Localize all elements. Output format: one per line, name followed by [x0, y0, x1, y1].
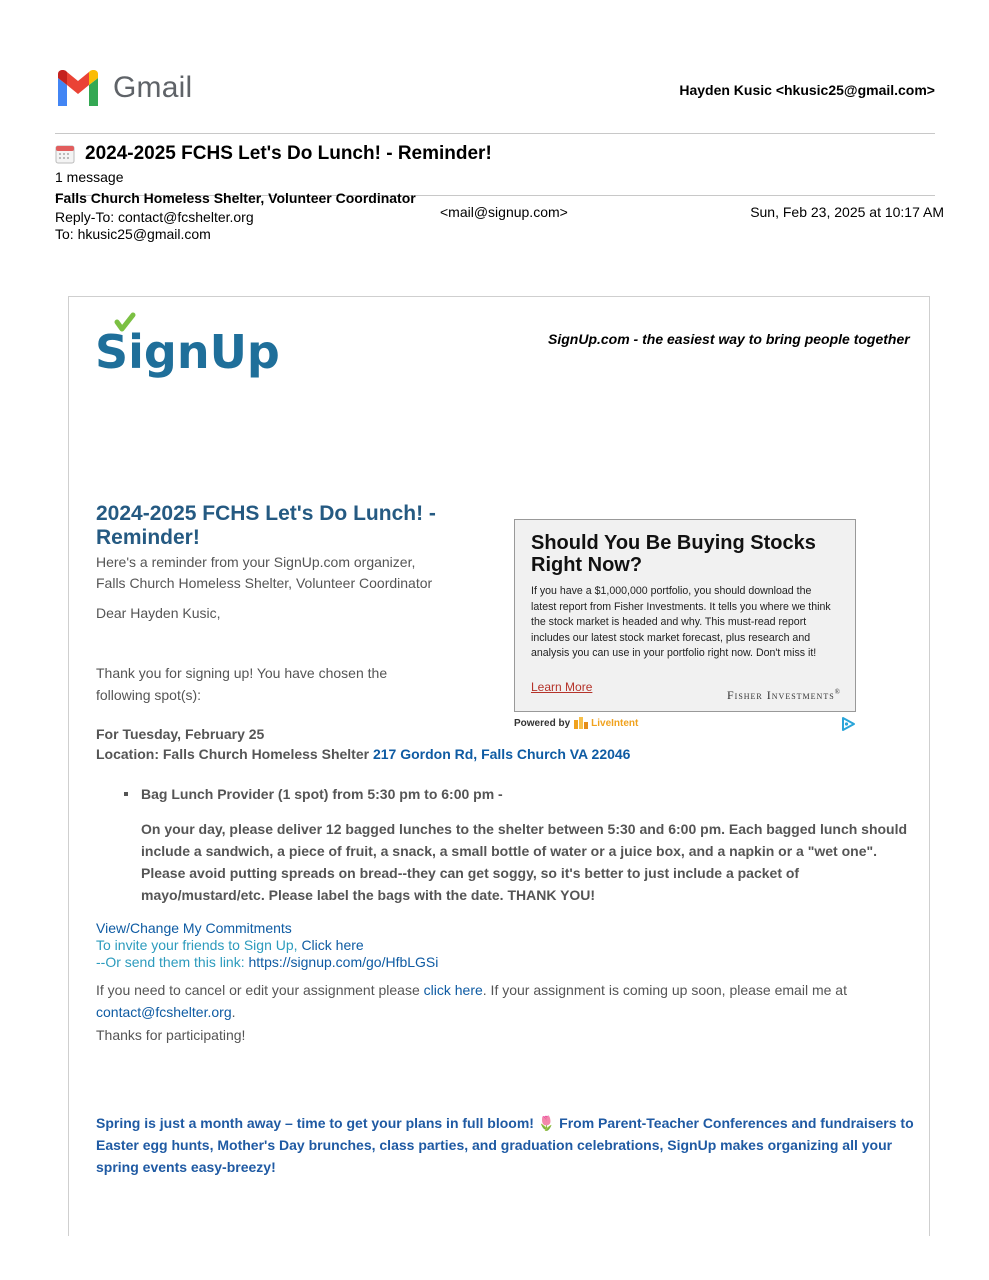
ad-brand-name: Fisher Investments — [726, 688, 835, 702]
greeting: Dear Hayden Kusic, — [96, 605, 221, 621]
powered-by-label: Powered by — [514, 717, 571, 729]
subject-row — [55, 143, 492, 165]
bullet — [124, 792, 130, 798]
gmail-logo — [55, 70, 192, 106]
signup-logo — [95, 312, 280, 385]
date-line: For Tuesday, February 25 — [96, 726, 265, 742]
location-line — [96, 744, 630, 764]
contact-line — [96, 1001, 236, 1023]
location-label: Location: Falls Church Homeless Shelter — [96, 746, 373, 762]
ad-body: If you have a $1,000,000 portfolio, you should download the latest report from Fisher Investments. It tells you where we think the stock market is headed and why. This must-read report includes our latest stock market forecast, plus research and analysis you can use in your portfolio right now. Don't miss it! — [531, 585, 831, 659]
spot-description: On your day, please deliver 12 bagged lunches to the shelter between 5:30 and 6:00 pm. Each bagged lunch should include a sandwich, a piece of fruit, a snack, a small bottle of water or a juice box, and a napkin or a "wet one". Please avoid putting spreads on bread--they can get soggy, so it's better to just include a packet of mayo/mustard/etc. Please label the bags with the date. THANK YOU! — [141, 821, 908, 903]
gmail-brand: Gmail — [113, 71, 193, 104]
cancel-line — [96, 979, 916, 1001]
cancel-text2: . If your assignment is coming up soon, please email me at — [482, 982, 847, 998]
reply-to: Reply-To: contact@fcshelter.org — [55, 209, 254, 225]
email-subject: 2024-2025 FCHS Let's Do Lunch! - Reminder! — [85, 143, 492, 164]
spot-title: Bag Lunch Provider (1 spot) from 5:30 pm to 6:00 pm - — [141, 786, 503, 802]
thanks-line1: Thank you for signing up! You have chosen the — [96, 665, 388, 681]
account-email: Hayden Kusic <hkusic25@gmail.com> — [679, 82, 935, 98]
recipient: To: hkusic25@gmail.com — [55, 226, 211, 242]
signup-logo-text: SignUp — [95, 325, 280, 379]
ad-banner[interactable] — [514, 519, 856, 712]
reminder-line1: Here's a reminder from your SignUp.com organizer, — [96, 554, 416, 570]
signup-tagline: SignUp.com - the easiest way to bring people together — [548, 331, 910, 347]
sender-name: Falls Church Homeless Shelter, Volunteer Coordinator — [55, 190, 416, 206]
ad-brand-mark: ® — [834, 688, 841, 696]
sender-email: <mail@signup.com> — [440, 204, 568, 220]
send-link-text: --Or send them this link: — [96, 954, 249, 970]
invite-text: To invite your friends to Sign Up, — [96, 937, 302, 953]
contact-email-link[interactable]: contact@fcshelter.org — [96, 1004, 232, 1020]
ad-brand — [727, 688, 841, 703]
spring-promo: Spring is just a month away – time to get your plans in full bloom! 🌷 From Parent-Teacher Conferences and fundraisers to Easter egg hunts, Mother's Day brunches, class parties, and graduation celebrations, SignUp makes organizing all your spring events easy-breezy! — [96, 1115, 914, 1175]
ad-title: Should You Be Buying Stocks Right Now? — [531, 532, 816, 576]
ad-learn-more-link[interactable]: Learn More — [531, 680, 593, 694]
calendar-icon — [55, 144, 75, 164]
adchoices-icon[interactable] — [840, 716, 856, 732]
cancel-click-here-link[interactable]: click here — [423, 982, 483, 998]
email-body-frame — [68, 296, 930, 1236]
message-count: 1 message — [55, 169, 124, 185]
gmail-m-icon — [55, 70, 101, 106]
view-change-link[interactable]: View/Change My Commitments — [96, 920, 292, 936]
email-date: Sun, Feb 23, 2025 at 10:17 AM — [750, 204, 944, 220]
thanks-participating: Thanks for participating! — [96, 1027, 246, 1043]
location-address-link[interactable]: 217 Gordon Rd, Falls Church VA 22046 — [372, 746, 631, 762]
invite-click-here-link[interactable]: Click here — [301, 937, 364, 953]
signup-title: 2024-2025 FCHS Let's Do Lunch! - Reminder! — [96, 502, 436, 549]
liveintent-brand: LiveIntent — [591, 717, 639, 729]
links-block — [96, 920, 438, 971]
share-url-link[interactable]: https://signup.com/go/HfbLGSi — [248, 954, 439, 970]
contact-period: . — [231, 1004, 236, 1020]
liveintent-icon — [574, 717, 588, 729]
thanks-line2: following spot(s): — [96, 687, 202, 703]
powered-by — [514, 717, 638, 729]
cancel-text1: If you need to cancel or edit your assignment please — [96, 982, 424, 998]
reminder-line2: Falls Church Homeless Shelter, Volunteer Coordinator — [96, 575, 433, 591]
divider — [55, 133, 935, 134]
